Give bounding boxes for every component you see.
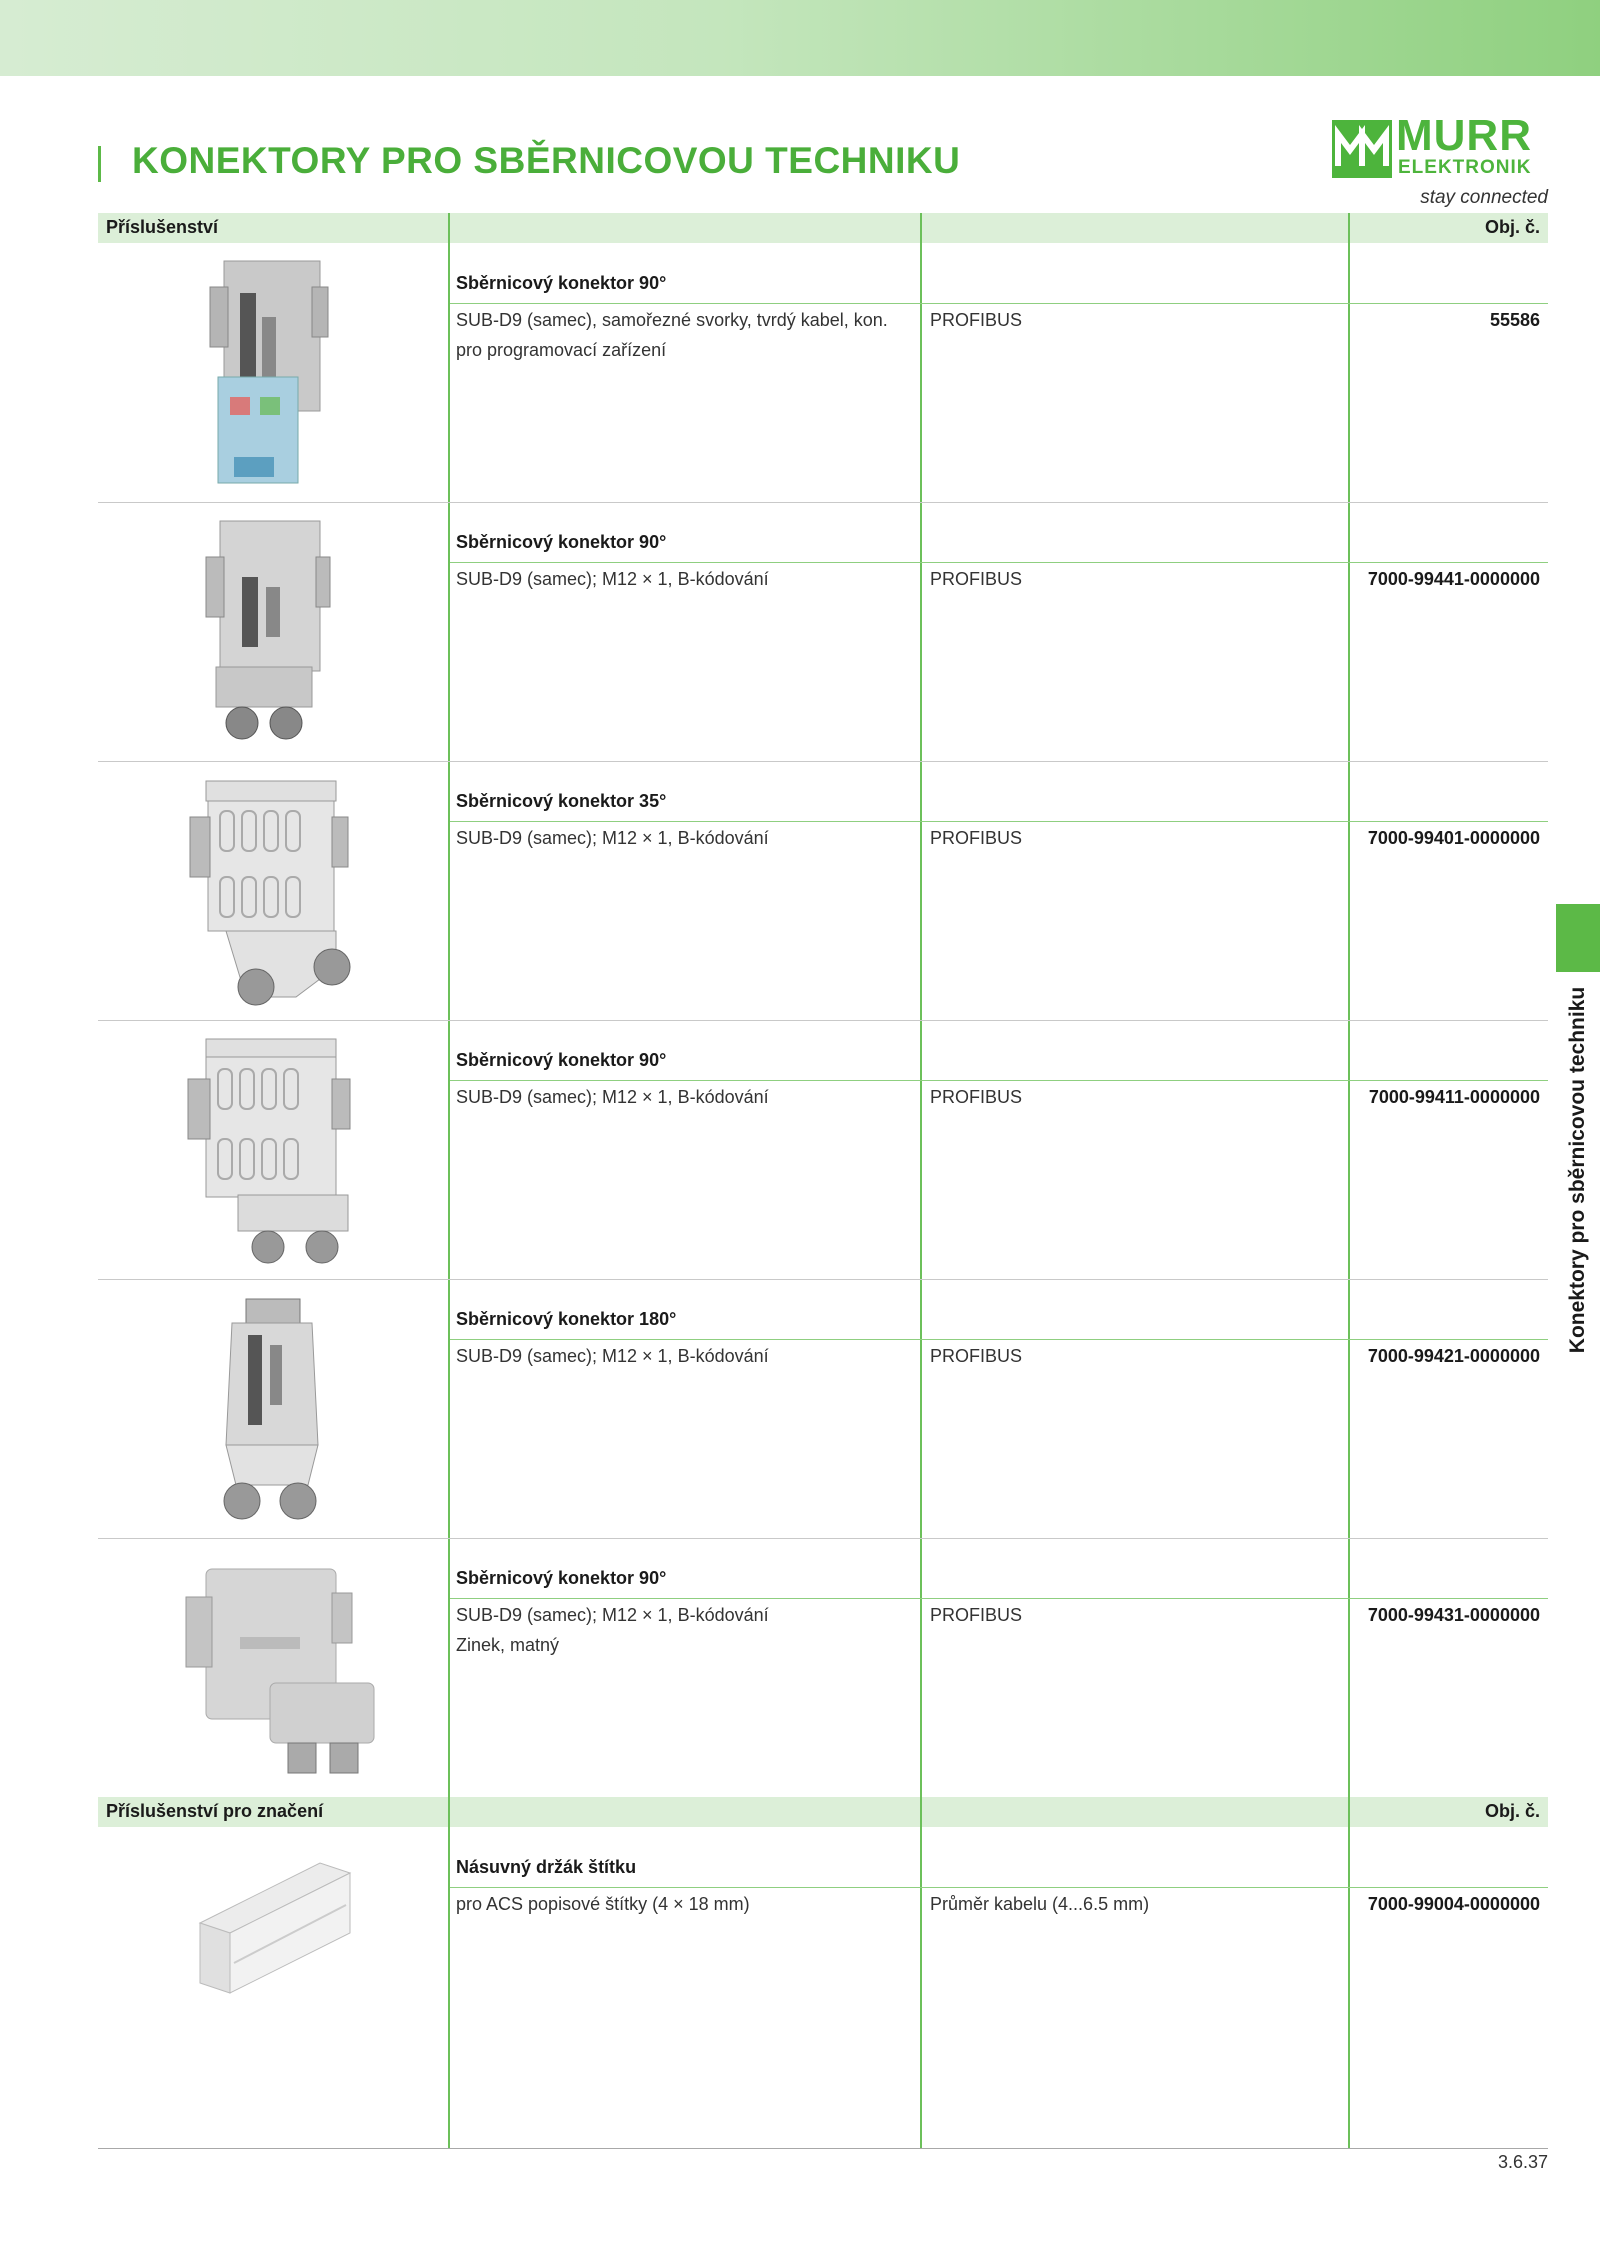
order-number: 7000-99401-0000000 bbox=[1367, 828, 1540, 848]
row-inner-separator bbox=[450, 1080, 1548, 1081]
row-separator bbox=[98, 502, 1548, 503]
product-protocol: PROFIBUS bbox=[930, 1605, 1023, 1625]
order-number: 7000-99421-0000000 bbox=[1367, 1346, 1540, 1366]
product-title: Sběrnicový konektor 90° bbox=[456, 273, 667, 293]
order-number: 7000-99411-0000000 bbox=[1368, 1087, 1540, 1107]
logo-wordmark: MURR bbox=[1396, 111, 1532, 160]
product-description: SUB-D9 (samec); M12 × 1, B-kódování bbox=[456, 1346, 769, 1366]
product-protocol: PROFIBUS bbox=[930, 569, 1023, 589]
row-inner-separator bbox=[450, 1598, 1548, 1599]
product-title: Násuvný držák štítku bbox=[456, 1857, 637, 1877]
murr-logo bbox=[1332, 111, 1552, 180]
product-title: Sběrnicový konektor 180° bbox=[456, 1309, 677, 1329]
row-inner-separator bbox=[450, 1339, 1548, 1340]
column-divider bbox=[1348, 213, 1350, 2148]
column-divider bbox=[448, 213, 450, 2148]
top-color-band bbox=[0, 0, 1600, 76]
product-protocol: PROFIBUS bbox=[930, 828, 1023, 848]
murr-logo-mark-icon bbox=[1332, 120, 1392, 178]
product-image-connector-35-m12 bbox=[186, 777, 366, 1012]
row-inner-separator bbox=[450, 562, 1548, 563]
row-inner-separator bbox=[450, 1887, 1548, 1888]
section-header-label: Příslušenství pro značení bbox=[106, 1801, 324, 1821]
row-separator bbox=[98, 1279, 1548, 1280]
order-column-header: Obj. č. bbox=[1484, 217, 1540, 237]
side-chapter-label bbox=[1556, 986, 1600, 1354]
product-description: SUB-D9 (samec); M12 × 1, B-kódování bbox=[456, 828, 769, 848]
page-title: KONEKTORY PRO SBĚRNICOVOU TECHNIKU bbox=[132, 140, 961, 181]
logo-subword: ELEKTRONIK bbox=[1398, 157, 1532, 178]
product-title: Sběrnicový konektor 90° bbox=[456, 1568, 667, 1588]
product-description: SUB-D9 (samec); M12 × 1, B-kódování bbox=[456, 1605, 769, 1625]
product-title: Sběrnicový konektor 90° bbox=[456, 532, 667, 552]
side-chapter-text: Konektory pro sběrnicovou techniku bbox=[1566, 986, 1589, 1354]
product-protocol: PROFIBUS bbox=[930, 310, 1023, 330]
row-separator bbox=[98, 761, 1548, 762]
order-number: 7000-99004-0000000 bbox=[1367, 1894, 1540, 1914]
section-header-accessories bbox=[98, 213, 1548, 243]
product-description: SUB-D9 (samec), samořezné svorky, tvrdý kabel, kon. pro programovací zařízení bbox=[456, 310, 888, 360]
product-title: Sběrnicový konektor 35° bbox=[456, 791, 667, 811]
title-accent-bar bbox=[98, 146, 101, 182]
product-image-connector-90-m12-ribbed bbox=[178, 1035, 368, 1270]
product-image-label-holder bbox=[190, 1853, 360, 2008]
order-column-header: Obj. č. bbox=[1484, 1801, 1540, 1821]
order-number: 55586 bbox=[1489, 310, 1540, 330]
product-description: pro ACS popisové štítky (4 × 18 mm) bbox=[456, 1894, 750, 1914]
product-image-connector-90-zinc bbox=[170, 1563, 380, 1788]
brand-tagline: stay connected bbox=[1420, 187, 1548, 208]
product-description: SUB-D9 (samec); M12 × 1, B-kódování bbox=[456, 569, 769, 589]
product-protocol: PROFIBUS bbox=[930, 1346, 1023, 1366]
product-title: Sběrnicový konektor 90° bbox=[456, 1050, 667, 1070]
side-tab-marker bbox=[1556, 904, 1600, 972]
row-inner-separator bbox=[450, 821, 1548, 822]
section-header-label: Příslušenství bbox=[106, 217, 219, 237]
product-image-connector-90-idc bbox=[204, 257, 334, 492]
page-number: 3.6.37 bbox=[1497, 2152, 1548, 2172]
product-image-connector-90-m12 bbox=[202, 517, 332, 752]
order-number: 7000-99441-0000000 bbox=[1367, 569, 1540, 589]
product-description: SUB-D9 (samec); M12 × 1, B-kódování bbox=[456, 1087, 769, 1107]
footer-divider bbox=[98, 2148, 1548, 2149]
product-protocol: PROFIBUS bbox=[930, 1087, 1023, 1107]
row-inner-separator bbox=[450, 303, 1548, 304]
row-separator bbox=[98, 1538, 1548, 1539]
product-extra-note: Zinek, matný bbox=[456, 1635, 560, 1655]
product-cable-diameter: Průměr kabelu (4...6.5 mm) bbox=[930, 1894, 1150, 1914]
product-image-connector-180-m12 bbox=[212, 1295, 332, 1530]
order-number: 7000-99431-0000000 bbox=[1367, 1605, 1540, 1625]
row-separator bbox=[98, 1020, 1548, 1021]
column-divider bbox=[920, 213, 922, 2148]
